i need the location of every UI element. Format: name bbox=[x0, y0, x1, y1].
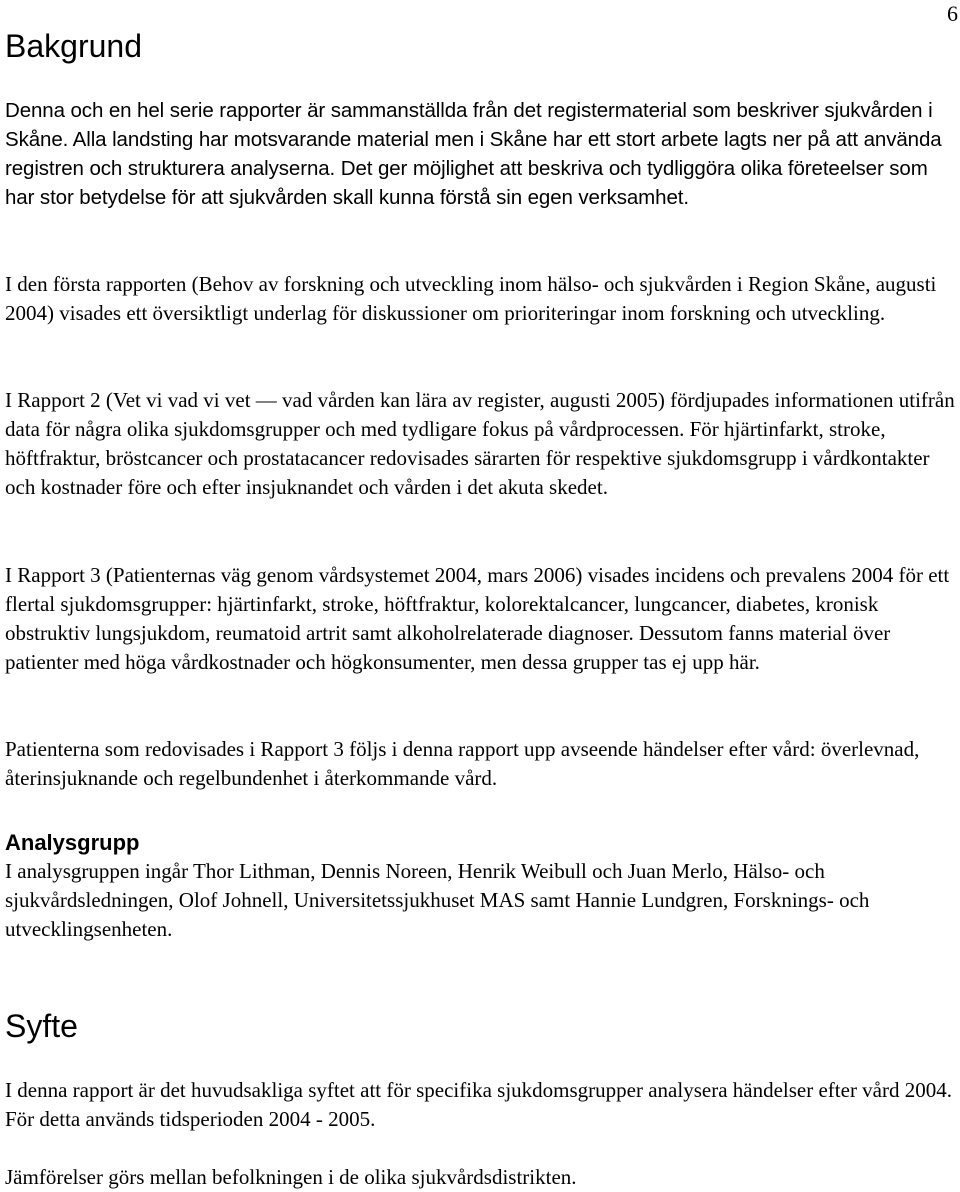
paragraph-first-report: I den första rapporten (Behov av forskning och utveckling inom hälso- och sjukvården i Region Skåne, augusti 2004) visades ett översiktligt underlag för diskussioner om prioriteringar inom forskning och utveckling. bbox=[5, 272, 937, 325]
paragraph-report-2: I Rapport 2 (Vet vi vad vi vet — vad vården kan lära av register, augusti 2005) fördjupades informationen utifrån data för några olika sjukdomsgrupper och med tydligare fokus på vårdprocessen. För hjärtinfarkt, stroke, höftfraktur, bröstcancer och prostatacancer redovisades särarten för respektive sjukdomsgrupp i vårdkontakter och kostnader före och efter insjuknandet och vården i det akuta skedet. bbox=[5, 388, 955, 499]
heading-bakgrund: Bakgrund bbox=[5, 28, 142, 64]
paragraph-analysgrupp: I analysgruppen ingår Thor Lithman, Dennis Noreen, Henrik Weibull och Juan Merlo, Hälso- och sjukvårdsledningen, Olof Johnell, Universitetssjukhuset MAS samt Hannie Lundgren, Forsknings- och utvecklingsenheten. bbox=[5, 859, 870, 941]
paragraph-follow-up: Patienterna som redovisades i Rapport 3 följs i denna rapport upp avseende händelser efter vård: överlevnad, återinsjuknande och regelbundenhet i återkommande vård. bbox=[5, 737, 920, 790]
heading-syfte: Syfte bbox=[5, 1008, 78, 1044]
paragraph-bakgrund-intro: Denna och en hel serie rapporter är sammanställda från det registermaterial som beskriver sjukvården i Skåne. Alla landsting har motsvarande material men i Skåne har ett stort arbete lagts ner på att använda registren och strukturera analyserna. Det ger möjlighet att beskriva och tydliggöra olika företeelser som har stor betydelse för att sjukvården skall kunna förstå sin egen verksamhet. bbox=[5, 99, 942, 209]
paragraph-syfte-purpose: I denna rapport är det huvudsakliga syftet att för specifika sjukdomsgrupper analysera händelser efter vård 2004. För detta används tidsperioden 2004 - 2005. bbox=[5, 1078, 952, 1131]
paragraph-report-3: I Rapport 3 (Patienternas väg genom vårdsystemet 2004, mars 2006) visades incidens och prevalens 2004 för ett flertal sjukdomsgrupper: hjärtinfarkt, stroke, höftfraktur, kolorektalcancer, lungcancer, diabetes, kronisk obstruktiv lungsjukdom, reumatoid artrit samt alkoholrelaterade diagnoser. Dessutom fanns material över patienter med höga vårdkostnader och högkonsumenter, men dessa grupper tas ej upp här. bbox=[5, 563, 950, 674]
page-number: 6 bbox=[947, 1, 958, 26]
heading-analysgrupp: Analysgrupp bbox=[5, 830, 140, 855]
paragraph-syfte-comparison: Jämförelser görs mellan befolkningen i de olika sjukvårdsdistrikten. bbox=[5, 1165, 577, 1189]
